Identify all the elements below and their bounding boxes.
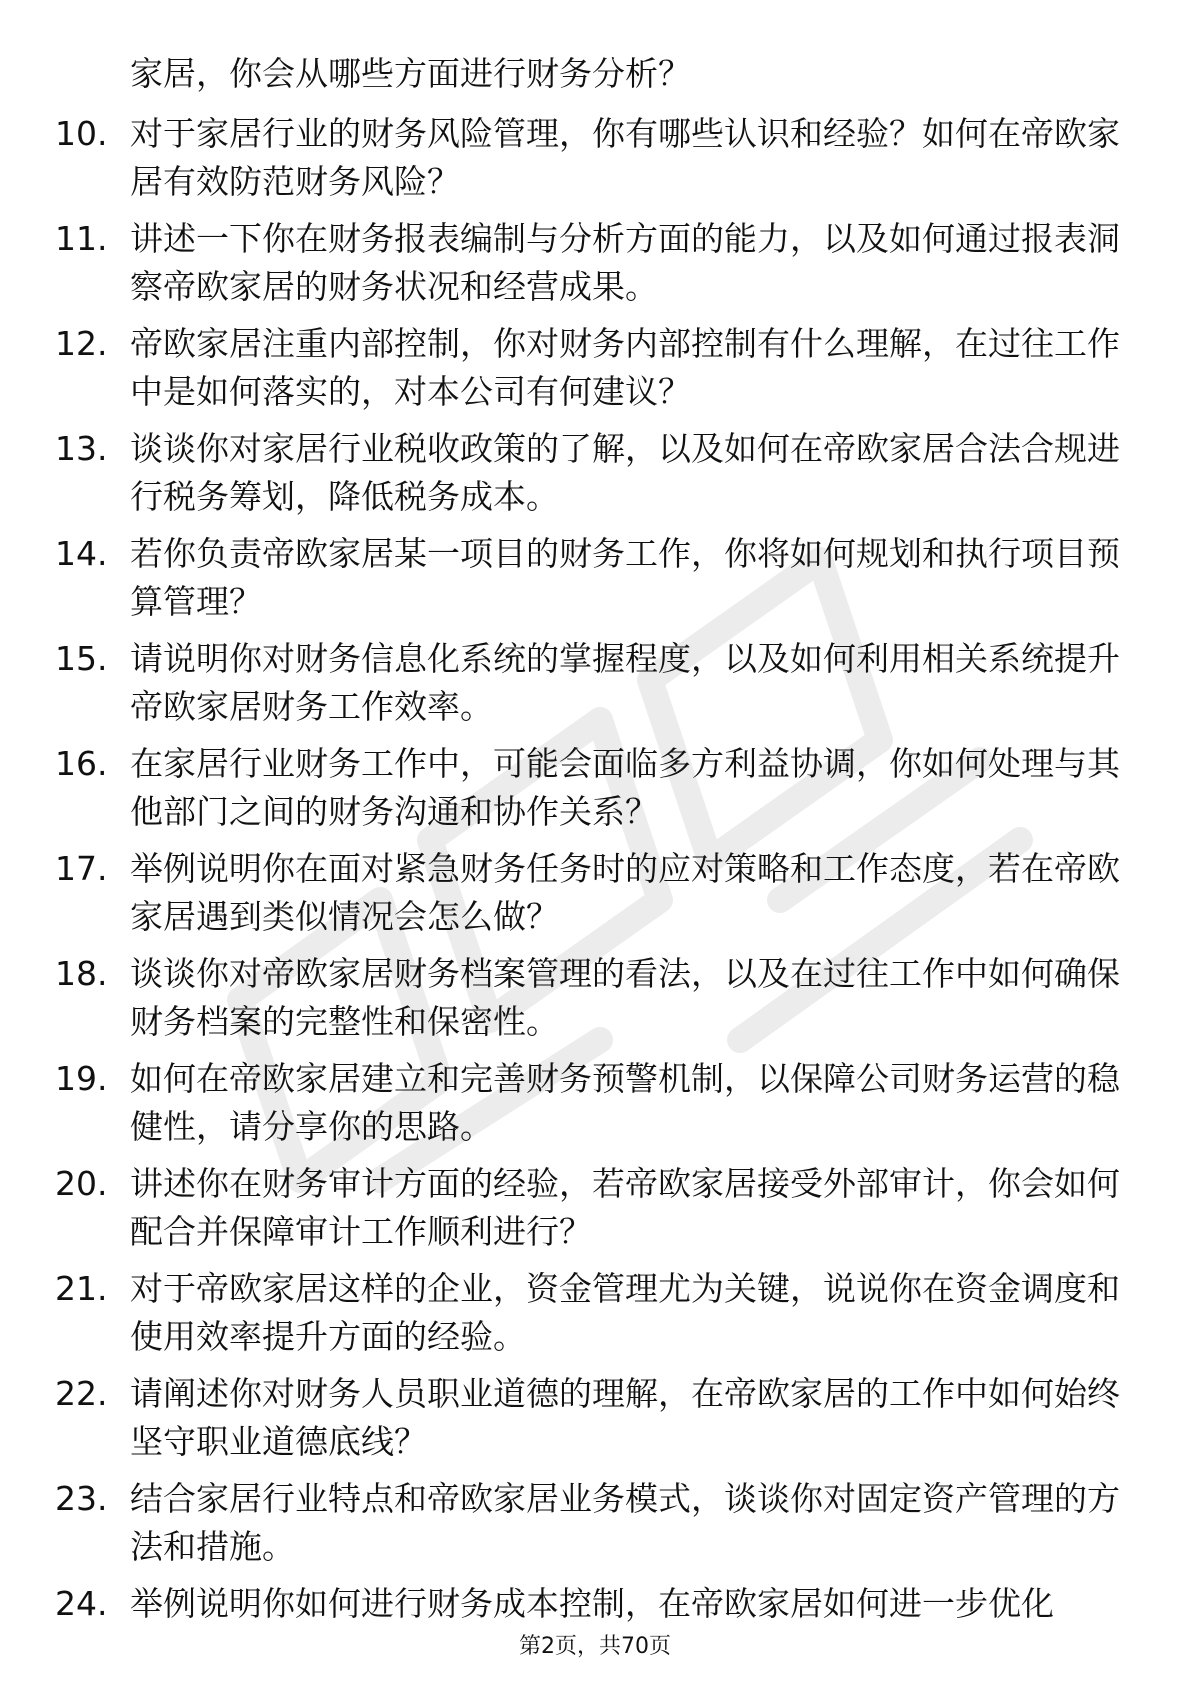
- question-list: [0, 110, 1190, 1685]
- question-text: 请阐述你对财务人员职业道德的理解，在帝欧家居的工作中如何始终坚守职业道德底线？: [130, 1374, 1120, 1461]
- question-text: 举例说明你在面对紧急财务任务时的应对策略和工作态度，若在帝欧家居遇到类似情况会怎么做？: [130, 849, 1120, 936]
- list-item: [0, 320, 1190, 425]
- question-number: 21.: [55, 1269, 108, 1308]
- list-item: [0, 635, 1190, 740]
- question-text: 对于帝欧家居这样的企业，资金管理尤为关键，说说你在资金调度和使用效率提升方面的经验。: [130, 1269, 1120, 1356]
- question-number: 24.: [55, 1584, 108, 1623]
- question-number: 16.: [55, 744, 108, 783]
- question-number: 19.: [55, 1059, 108, 1098]
- question-text: 举例说明你如何进行财务成本控制，在帝欧家居如何进一步优化: [130, 1584, 1054, 1623]
- list-item: [0, 1265, 1190, 1370]
- question-text: 谈谈你对帝欧家居财务档案管理的看法，以及在过往工作中如何确保财务档案的完整性和保密性。: [130, 954, 1120, 1041]
- question-text: 讲述你在财务审计方面的经验，若帝欧家居接受外部审计，你会如何配合并保障审计工作顺利进行？: [130, 1164, 1120, 1251]
- question-number: 13.: [55, 429, 108, 468]
- question-number: 12.: [55, 324, 108, 363]
- question-number: 10.: [55, 114, 108, 153]
- question-text: 如何在帝欧家居建立和完善财务预警机制，以保障公司财务运营的稳健性，请分享你的思路。: [130, 1059, 1120, 1146]
- question-number: 22.: [55, 1374, 108, 1413]
- list-item: [0, 530, 1190, 635]
- question-number: 18.: [55, 954, 108, 993]
- question-text: 在家居行业财务工作中，可能会面临多方利益协调，你如何处理与其他部门之间的财务沟通和协作关系？: [130, 744, 1120, 831]
- list-item: [0, 1160, 1190, 1265]
- list-item: [0, 950, 1190, 1055]
- question-text: 帝欧家居注重内部控制，你对财务内部控制有什么理解，在过往工作中是如何落实的，对本公司有何建议？: [130, 324, 1120, 411]
- list-item: [0, 1370, 1190, 1475]
- question-text: 请说明你对财务信息化系统的掌握程度，以及如何利用相关系统提升帝欧家居财务工作效率。: [130, 639, 1120, 726]
- continued-text: 家居，你会从哪些方面进行财务分析？: [130, 54, 691, 93]
- question-text: 对于家居行业的财务风险管理，你有哪些认识和经验？如何在帝欧家居有效防范财务风险？: [130, 114, 1120, 201]
- list-item: [0, 740, 1190, 845]
- question-number: 15.: [55, 639, 108, 678]
- question-text: 结合家居行业特点和帝欧家居业务模式，谈谈你对固定资产管理的方法和措施。: [130, 1479, 1120, 1566]
- page-footer: 第2页，共70页: [519, 1634, 671, 1659]
- question-number: 23.: [55, 1479, 108, 1518]
- list-item: [0, 1475, 1190, 1580]
- list-item: [0, 425, 1190, 530]
- question-text: 谈谈你对家居行业税收政策的了解，以及如何在帝欧家居合法合规进行税务筹划，降低税务成本。: [130, 429, 1120, 516]
- list-item: [0, 110, 1190, 215]
- question-number: 14.: [55, 534, 108, 573]
- question-number: 20.: [55, 1164, 108, 1203]
- list-item: [0, 215, 1190, 320]
- question-number: 17.: [55, 849, 108, 888]
- question-text: 若你负责帝欧家居某一项目的财务工作，你将如何规划和执行项目预算管理？: [130, 534, 1120, 621]
- question-number: 11.: [55, 219, 108, 258]
- question-text: 讲述一下你在财务报表编制与分析方面的能力，以及如何通过报表洞察帝欧家居的财务状况和经营成果。: [130, 219, 1120, 306]
- list-item: [0, 845, 1190, 950]
- list-item: [0, 1055, 1190, 1160]
